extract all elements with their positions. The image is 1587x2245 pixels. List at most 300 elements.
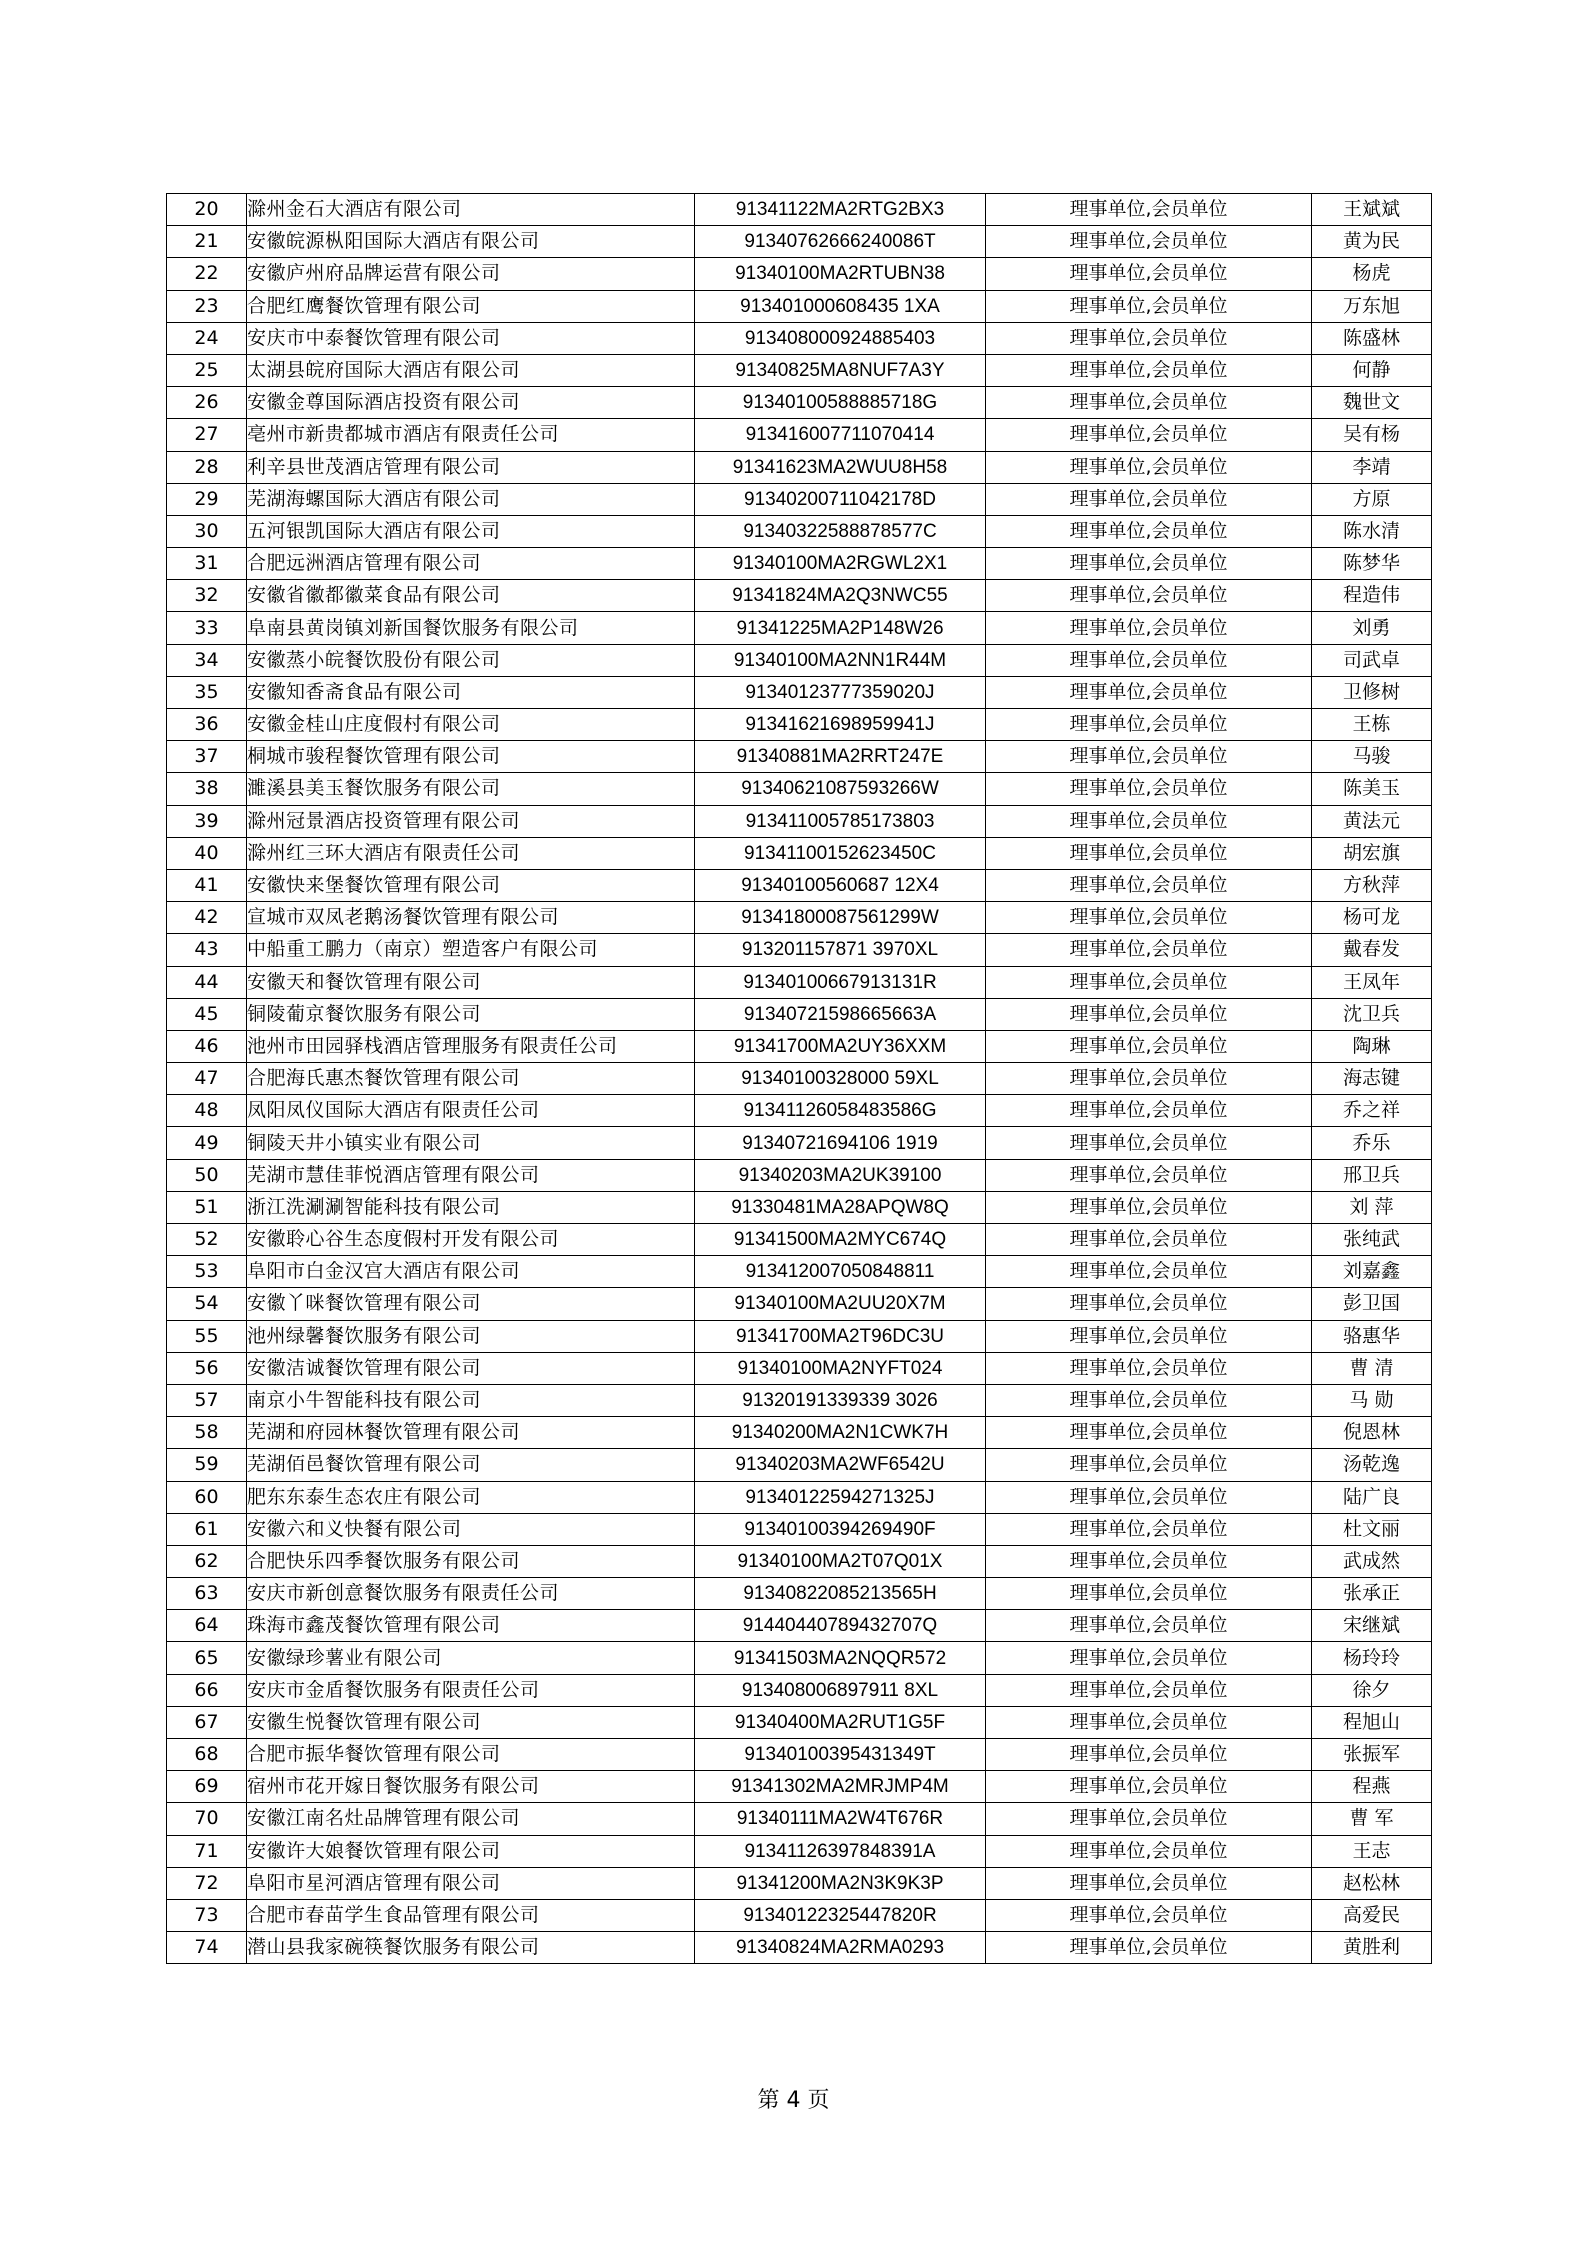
- row-number: 58: [167, 1417, 247, 1449]
- credit-code: 91341623MA2WUU8H58: [695, 451, 986, 483]
- contact-person: 曹 军: [1312, 1803, 1432, 1835]
- contact-person: 陆广良: [1312, 1481, 1432, 1513]
- table-row: [167, 1899, 1432, 1931]
- credit-code: 91340123777359020J: [695, 676, 986, 708]
- row-number: 37: [167, 741, 247, 773]
- row-number: 51: [167, 1191, 247, 1223]
- credit-code: 91330481MA28APQW8Q: [695, 1191, 986, 1223]
- membership-role: 理事单位,会员单位: [986, 805, 1312, 837]
- company-name: 浙江洗涮涮智能科技有限公司: [247, 1191, 695, 1223]
- table-row: [167, 1610, 1432, 1642]
- company-name: 芜湖佰邑餐饮管理有限公司: [247, 1449, 695, 1481]
- contact-person: 黄法元: [1312, 805, 1432, 837]
- table-row: [167, 1384, 1432, 1416]
- table-row: [167, 1578, 1432, 1610]
- table-row: [167, 1159, 1432, 1191]
- credit-code: 91340100MA2RGWL2X1: [695, 548, 986, 580]
- row-number: 29: [167, 483, 247, 515]
- company-name: 安庆市新创意餐饮服务有限责任公司: [247, 1578, 695, 1610]
- table-row: [167, 1288, 1432, 1320]
- member-table: [166, 193, 1432, 1964]
- table-row: [167, 387, 1432, 419]
- table-row: [167, 1127, 1432, 1159]
- table-row: [167, 805, 1432, 837]
- credit-code: 91340122594271325J: [695, 1481, 986, 1513]
- page-footer-prefix: 第: [757, 2088, 780, 2113]
- contact-person: 武成然: [1312, 1545, 1432, 1577]
- credit-code: 91340200MA2N1CWK7H: [695, 1417, 986, 1449]
- member-table-container: [166, 193, 1431, 1964]
- row-number: 69: [167, 1771, 247, 1803]
- company-name: 凤阳凤仪国际大酒店有限责任公司: [247, 1095, 695, 1127]
- membership-role: 理事单位,会员单位: [986, 1288, 1312, 1320]
- membership-role: 理事单位,会员单位: [986, 1932, 1312, 1964]
- membership-role: 理事单位,会员单位: [986, 1642, 1312, 1674]
- company-name: 亳州市新贵都城市酒店有限责任公司: [247, 419, 695, 451]
- credit-code: 91341621698959941J: [695, 709, 986, 741]
- company-name: 安徽绿珍薯业有限公司: [247, 1642, 695, 1674]
- company-name: 合肥市振华餐饮管理有限公司: [247, 1739, 695, 1771]
- contact-person: 魏世文: [1312, 387, 1432, 419]
- membership-role: 理事单位,会员单位: [986, 580, 1312, 612]
- membership-role: 理事单位,会员单位: [986, 1706, 1312, 1738]
- contact-person: 赵松林: [1312, 1867, 1432, 1899]
- company-name: 安徽蒸小皖餐饮股份有限公司: [247, 644, 695, 676]
- table-row: [167, 1224, 1432, 1256]
- company-name: 宣城市双凤老鹅汤餐饮管理有限公司: [247, 902, 695, 934]
- company-name: 安徽庐州府品牌运营有限公司: [247, 258, 695, 290]
- contact-person: 陶琳: [1312, 1030, 1432, 1062]
- table-row: [167, 1771, 1432, 1803]
- credit-code: 91340100394269490F: [695, 1513, 986, 1545]
- company-name: 安徽生悦餐饮管理有限公司: [247, 1706, 695, 1738]
- membership-role: 理事单位,会员单位: [986, 1320, 1312, 1352]
- row-number: 45: [167, 998, 247, 1030]
- table-row: [167, 676, 1432, 708]
- company-name: 芜湖和府园林餐饮管理有限公司: [247, 1417, 695, 1449]
- membership-role: 理事单位,会员单位: [986, 1030, 1312, 1062]
- contact-person: 徐夕: [1312, 1674, 1432, 1706]
- row-number: 39: [167, 805, 247, 837]
- credit-code: 91340100588885718G: [695, 387, 986, 419]
- row-number: 72: [167, 1867, 247, 1899]
- membership-role: 理事单位,会员单位: [986, 322, 1312, 354]
- row-number: 25: [167, 354, 247, 386]
- table-row: [167, 258, 1432, 290]
- page-number: 4: [786, 2088, 801, 2113]
- contact-person: 杜文丽: [1312, 1513, 1432, 1545]
- row-number: 27: [167, 419, 247, 451]
- table-row: [167, 1095, 1432, 1127]
- contact-person: 彭卫国: [1312, 1288, 1432, 1320]
- row-number: 38: [167, 773, 247, 805]
- contact-person: 马 勋: [1312, 1384, 1432, 1416]
- credit-code: 913408000924885403: [695, 322, 986, 354]
- row-number: 68: [167, 1739, 247, 1771]
- credit-code: 91340762666240086T: [695, 226, 986, 258]
- row-number: 57: [167, 1384, 247, 1416]
- table-row: [167, 1835, 1432, 1867]
- table-row: [167, 902, 1432, 934]
- table-row: [167, 1642, 1432, 1674]
- credit-code: 91341503MA2NQQR572: [695, 1642, 986, 1674]
- membership-role: 理事单位,会员单位: [986, 1674, 1312, 1706]
- company-name: 安徽洁诚餐饮管理有限公司: [247, 1352, 695, 1384]
- credit-code: 91340100MA2UU20X7M: [695, 1288, 986, 1320]
- membership-role: 理事单位,会员单位: [986, 548, 1312, 580]
- membership-role: 理事单位,会员单位: [986, 1803, 1312, 1835]
- membership-role: 理事单位,会员单位: [986, 290, 1312, 322]
- membership-role: 理事单位,会员单位: [986, 1545, 1312, 1577]
- credit-code: 91340400MA2RUT1G5F: [695, 1706, 986, 1738]
- row-number: 41: [167, 869, 247, 901]
- table-row: [167, 966, 1432, 998]
- company-name: 安徽许大娘餐饮管理有限公司: [247, 1835, 695, 1867]
- row-number: 64: [167, 1610, 247, 1642]
- row-number: 36: [167, 709, 247, 741]
- table-row: [167, 1674, 1432, 1706]
- row-number: 22: [167, 258, 247, 290]
- company-name: 池州市田园驿栈酒店管理服务有限责任公司: [247, 1030, 695, 1062]
- member-table-body: [167, 194, 1432, 1964]
- table-row: [167, 1030, 1432, 1062]
- credit-code: 91341302MA2MRJMP4M: [695, 1771, 986, 1803]
- row-number: 35: [167, 676, 247, 708]
- membership-role: 理事单位,会员单位: [986, 1899, 1312, 1931]
- credit-code: 91340100MA2NN1R44M: [695, 644, 986, 676]
- company-name: 安徽皖源枞阳国际大酒店有限公司: [247, 226, 695, 258]
- membership-role: 理事单位,会员单位: [986, 1481, 1312, 1513]
- company-name: 桐城市骏程餐饮管理有限公司: [247, 741, 695, 773]
- membership-role: 理事单位,会员单位: [986, 676, 1312, 708]
- membership-role: 理事单位,会员单位: [986, 451, 1312, 483]
- company-name: 宿州市花开嫁日餐饮服务有限公司: [247, 1771, 695, 1803]
- membership-role: 理事单位,会员单位: [986, 1771, 1312, 1803]
- contact-person: 张纯武: [1312, 1224, 1432, 1256]
- membership-role: 理事单位,会员单位: [986, 483, 1312, 515]
- credit-code: 91340621087593266W: [695, 773, 986, 805]
- table-row: [167, 419, 1432, 451]
- row-number: 71: [167, 1835, 247, 1867]
- contact-person: 刘勇: [1312, 612, 1432, 644]
- row-number: 23: [167, 290, 247, 322]
- membership-role: 理事单位,会员单位: [986, 934, 1312, 966]
- table-row: [167, 1256, 1432, 1288]
- company-name: 珠海市鑫茂餐饮管理有限公司: [247, 1610, 695, 1642]
- credit-code: 91341126058483586G: [695, 1095, 986, 1127]
- credit-code: 91340824MA2RMA0293: [695, 1932, 986, 1964]
- credit-code: 91341122MA2RTG2BX3: [695, 194, 986, 226]
- credit-code: 913412007050848811: [695, 1256, 986, 1288]
- table-row: [167, 354, 1432, 386]
- contact-person: 戴春发: [1312, 934, 1432, 966]
- membership-role: 理事单位,会员单位: [986, 709, 1312, 741]
- contact-person: 万东旭: [1312, 290, 1432, 322]
- credit-code: 913416007711070414: [695, 419, 986, 451]
- table-row: [167, 1867, 1432, 1899]
- credit-code: 913401000608435 1XA: [695, 290, 986, 322]
- credit-code: 91341800087561299W: [695, 902, 986, 934]
- contact-person: 陈水清: [1312, 515, 1432, 547]
- table-row: [167, 1063, 1432, 1095]
- page-footer-suffix: 页: [807, 2088, 830, 2113]
- table-row: [167, 1320, 1432, 1352]
- credit-code: 91341500MA2MYC674Q: [695, 1224, 986, 1256]
- company-name: 铜陵葡京餐饮服务有限公司: [247, 998, 695, 1030]
- table-row: [167, 1449, 1432, 1481]
- row-number: 67: [167, 1706, 247, 1738]
- contact-person: 方秋萍: [1312, 869, 1432, 901]
- membership-role: 理事单位,会员单位: [986, 515, 1312, 547]
- credit-code: 91340203MA2UK39100: [695, 1159, 986, 1191]
- row-number: 52: [167, 1224, 247, 1256]
- table-row: [167, 837, 1432, 869]
- credit-code: 91340203MA2WF6542U: [695, 1449, 986, 1481]
- membership-role: 理事单位,会员单位: [986, 1352, 1312, 1384]
- row-number: 48: [167, 1095, 247, 1127]
- membership-role: 理事单位,会员单位: [986, 837, 1312, 869]
- row-number: 31: [167, 548, 247, 580]
- membership-role: 理事单位,会员单位: [986, 1578, 1312, 1610]
- table-row: [167, 644, 1432, 676]
- membership-role: 理事单位,会员单位: [986, 419, 1312, 451]
- row-number: 73: [167, 1899, 247, 1931]
- row-number: 47: [167, 1063, 247, 1095]
- membership-role: 理事单位,会员单位: [986, 1191, 1312, 1223]
- row-number: 66: [167, 1674, 247, 1706]
- membership-role: 理事单位,会员单位: [986, 902, 1312, 934]
- contact-person: 沈卫兵: [1312, 998, 1432, 1030]
- credit-code: 91341100152623450C: [695, 837, 986, 869]
- credit-code: 91340881MA2RRT247E: [695, 741, 986, 773]
- row-number: 49: [167, 1127, 247, 1159]
- membership-role: 理事单位,会员单位: [986, 354, 1312, 386]
- company-name: 安徽知香斋食品有限公司: [247, 676, 695, 708]
- company-name: 安徽省徽都徽菜食品有限公司: [247, 580, 695, 612]
- membership-role: 理事单位,会员单位: [986, 226, 1312, 258]
- contact-person: 陈美玉: [1312, 773, 1432, 805]
- row-number: 28: [167, 451, 247, 483]
- company-name: 安徽金桂山庄度假村有限公司: [247, 709, 695, 741]
- company-name: 合肥红鹰餐饮管理有限公司: [247, 290, 695, 322]
- company-name: 合肥快乐四季餐饮服务有限公司: [247, 1545, 695, 1577]
- contact-person: 王凤年: [1312, 966, 1432, 998]
- company-name: 安庆市金盾餐饮服务有限责任公司: [247, 1674, 695, 1706]
- credit-code: 91341225MA2P148W26: [695, 612, 986, 644]
- contact-person: 何静: [1312, 354, 1432, 386]
- credit-code: 91340100MA2NYFT024: [695, 1352, 986, 1384]
- membership-role: 理事单位,会员单位: [986, 1063, 1312, 1095]
- contact-person: 杨可龙: [1312, 902, 1432, 934]
- contact-person: 陈盛林: [1312, 322, 1432, 354]
- company-name: 滁州红三环大酒店有限责任公司: [247, 837, 695, 869]
- membership-role: 理事单位,会员单位: [986, 1513, 1312, 1545]
- contact-person: 王斌斌: [1312, 194, 1432, 226]
- row-number: 70: [167, 1803, 247, 1835]
- row-number: 59: [167, 1449, 247, 1481]
- company-name: 安徽天和餐饮管理有限公司: [247, 966, 695, 998]
- table-row: [167, 1417, 1432, 1449]
- credit-code: 91341200MA2N3K9K3P: [695, 1867, 986, 1899]
- company-name: 芜湖海螺国际大酒店有限公司: [247, 483, 695, 515]
- company-name: 潜山县我家碗筷餐饮服务有限公司: [247, 1932, 695, 1964]
- contact-person: 张振军: [1312, 1739, 1432, 1771]
- table-row: [167, 1932, 1432, 1964]
- membership-role: 理事单位,会员单位: [986, 1835, 1312, 1867]
- company-name: 阜阳市星河酒店管理有限公司: [247, 1867, 695, 1899]
- table-row: [167, 934, 1432, 966]
- company-name: 安徽快来堡餐饮管理有限公司: [247, 869, 695, 901]
- table-row: [167, 515, 1432, 547]
- membership-role: 理事单位,会员单位: [986, 1095, 1312, 1127]
- membership-role: 理事单位,会员单位: [986, 644, 1312, 676]
- contact-person: 王栋: [1312, 709, 1432, 741]
- row-number: 26: [167, 387, 247, 419]
- row-number: 55: [167, 1320, 247, 1352]
- row-number: 63: [167, 1578, 247, 1610]
- contact-person: 杨虎: [1312, 258, 1432, 290]
- table-row: [167, 451, 1432, 483]
- contact-person: 杨玲玲: [1312, 1642, 1432, 1674]
- company-name: 五河银凯国际大酒店有限公司: [247, 515, 695, 547]
- table-row: [167, 1803, 1432, 1835]
- contact-person: 马骏: [1312, 741, 1432, 773]
- row-number: 61: [167, 1513, 247, 1545]
- company-name: 阜南县黄岗镇刘新国餐饮服务有限公司: [247, 612, 695, 644]
- membership-role: 理事单位,会员单位: [986, 1867, 1312, 1899]
- company-name: 池州绿馨餐饮服务有限公司: [247, 1320, 695, 1352]
- contact-person: 李靖: [1312, 451, 1432, 483]
- contact-person: 曹 清: [1312, 1352, 1432, 1384]
- row-number: 54: [167, 1288, 247, 1320]
- credit-code: 91340100MA2T07Q01X: [695, 1545, 986, 1577]
- table-row: [167, 194, 1432, 226]
- credit-code: 91320191339339 3026: [695, 1384, 986, 1416]
- contact-person: 黄为民: [1312, 226, 1432, 258]
- table-row: [167, 869, 1432, 901]
- page-footer: [0, 2083, 1587, 2114]
- table-row: [167, 1352, 1432, 1384]
- contact-person: 骆惠华: [1312, 1320, 1432, 1352]
- table-row: [167, 483, 1432, 515]
- membership-role: 理事单位,会员单位: [986, 1417, 1312, 1449]
- contact-person: 胡宏旗: [1312, 837, 1432, 869]
- contact-person: 程燕: [1312, 1771, 1432, 1803]
- contact-person: 宋继斌: [1312, 1610, 1432, 1642]
- company-name: 安徽江南名灶品牌管理有限公司: [247, 1803, 695, 1835]
- table-row: [167, 580, 1432, 612]
- credit-code: 913408006897911 8XL: [695, 1674, 986, 1706]
- company-name: 铜陵天井小镇实业有限公司: [247, 1127, 695, 1159]
- membership-role: 理事单位,会员单位: [986, 1159, 1312, 1191]
- row-number: 24: [167, 322, 247, 354]
- credit-code: 91340111MA2W4T676R: [695, 1803, 986, 1835]
- contact-person: 司武卓: [1312, 644, 1432, 676]
- company-name: 肥东东泰生态农庄有限公司: [247, 1481, 695, 1513]
- company-name: 芜湖市慧佳菲悦酒店管理有限公司: [247, 1159, 695, 1191]
- credit-code: 913201157871 3970XL: [695, 934, 986, 966]
- credit-code: 91340200711042178D: [695, 483, 986, 515]
- credit-code: 91341700MA2UY36XXM: [695, 1030, 986, 1062]
- contact-person: 王志: [1312, 1835, 1432, 1867]
- contact-person: 卫修树: [1312, 676, 1432, 708]
- row-number: 60: [167, 1481, 247, 1513]
- contact-person: 刘 萍: [1312, 1191, 1432, 1223]
- table-row: [167, 612, 1432, 644]
- credit-code: 91340322588878577C: [695, 515, 986, 547]
- credit-code: 91340122325447820R: [695, 1899, 986, 1931]
- table-row: [167, 1739, 1432, 1771]
- membership-role: 理事单位,会员单位: [986, 773, 1312, 805]
- company-name: 合肥海氏惠杰餐饮管理有限公司: [247, 1063, 695, 1095]
- row-number: 33: [167, 612, 247, 644]
- credit-code: 91340721598665663A: [695, 998, 986, 1030]
- membership-role: 理事单位,会员单位: [986, 1449, 1312, 1481]
- table-row: [167, 1481, 1432, 1513]
- contact-person: 海志键: [1312, 1063, 1432, 1095]
- membership-role: 理事单位,会员单位: [986, 1610, 1312, 1642]
- credit-code: 91340100395431349T: [695, 1739, 986, 1771]
- membership-role: 理事单位,会员单位: [986, 1224, 1312, 1256]
- contact-person: 汤乾逸: [1312, 1449, 1432, 1481]
- company-name: 利辛县世茂酒店管理有限公司: [247, 451, 695, 483]
- credit-code: 91341824MA2Q3NWC55: [695, 580, 986, 612]
- row-number: 50: [167, 1159, 247, 1191]
- company-name: 濉溪县美玉餐饮服务有限公司: [247, 773, 695, 805]
- row-number: 74: [167, 1932, 247, 1964]
- row-number: 62: [167, 1545, 247, 1577]
- company-name: 安徽六和义快餐有限公司: [247, 1513, 695, 1545]
- credit-code: 91341126397848391A: [695, 1835, 986, 1867]
- contact-person: 邢卫兵: [1312, 1159, 1432, 1191]
- membership-role: 理事单位,会员单位: [986, 1127, 1312, 1159]
- company-name: 安庆市中泰餐饮管理有限公司: [247, 322, 695, 354]
- membership-role: 理事单位,会员单位: [986, 741, 1312, 773]
- row-number: 42: [167, 902, 247, 934]
- contact-person: 高爱民: [1312, 1899, 1432, 1931]
- company-name: 太湖县皖府国际大酒店有限公司: [247, 354, 695, 386]
- membership-role: 理事单位,会员单位: [986, 1256, 1312, 1288]
- contact-person: 倪恩林: [1312, 1417, 1432, 1449]
- contact-person: 黄胜利: [1312, 1932, 1432, 1964]
- credit-code: 91341700MA2T96DC3U: [695, 1320, 986, 1352]
- credit-code: 91340100560687 12X4: [695, 869, 986, 901]
- company-name: 滁州冠景酒店投资管理有限公司: [247, 805, 695, 837]
- row-number: 34: [167, 644, 247, 676]
- credit-code: 91340825MA8NUF7A3Y: [695, 354, 986, 386]
- table-row: [167, 290, 1432, 322]
- row-number: 21: [167, 226, 247, 258]
- row-number: 20: [167, 194, 247, 226]
- contact-person: 方原: [1312, 483, 1432, 515]
- table-row: [167, 998, 1432, 1030]
- table-row: [167, 322, 1432, 354]
- company-name: 阜阳市白金汉宫大酒店有限公司: [247, 1256, 695, 1288]
- row-number: 43: [167, 934, 247, 966]
- row-number: 56: [167, 1352, 247, 1384]
- company-name: 合肥远洲酒店管理有限公司: [247, 548, 695, 580]
- company-name: 合肥市春苗学生食品管理有限公司: [247, 1899, 695, 1931]
- row-number: 65: [167, 1642, 247, 1674]
- row-number: 46: [167, 1030, 247, 1062]
- table-row: [167, 548, 1432, 580]
- company-name: 中船重工鹏力（南京）塑造客户有限公司: [247, 934, 695, 966]
- membership-role: 理事单位,会员单位: [986, 194, 1312, 226]
- credit-code: 91440440789432707Q: [695, 1610, 986, 1642]
- contact-person: 程旭山: [1312, 1706, 1432, 1738]
- credit-code: 91340100328000 59XL: [695, 1063, 986, 1095]
- table-row: [167, 226, 1432, 258]
